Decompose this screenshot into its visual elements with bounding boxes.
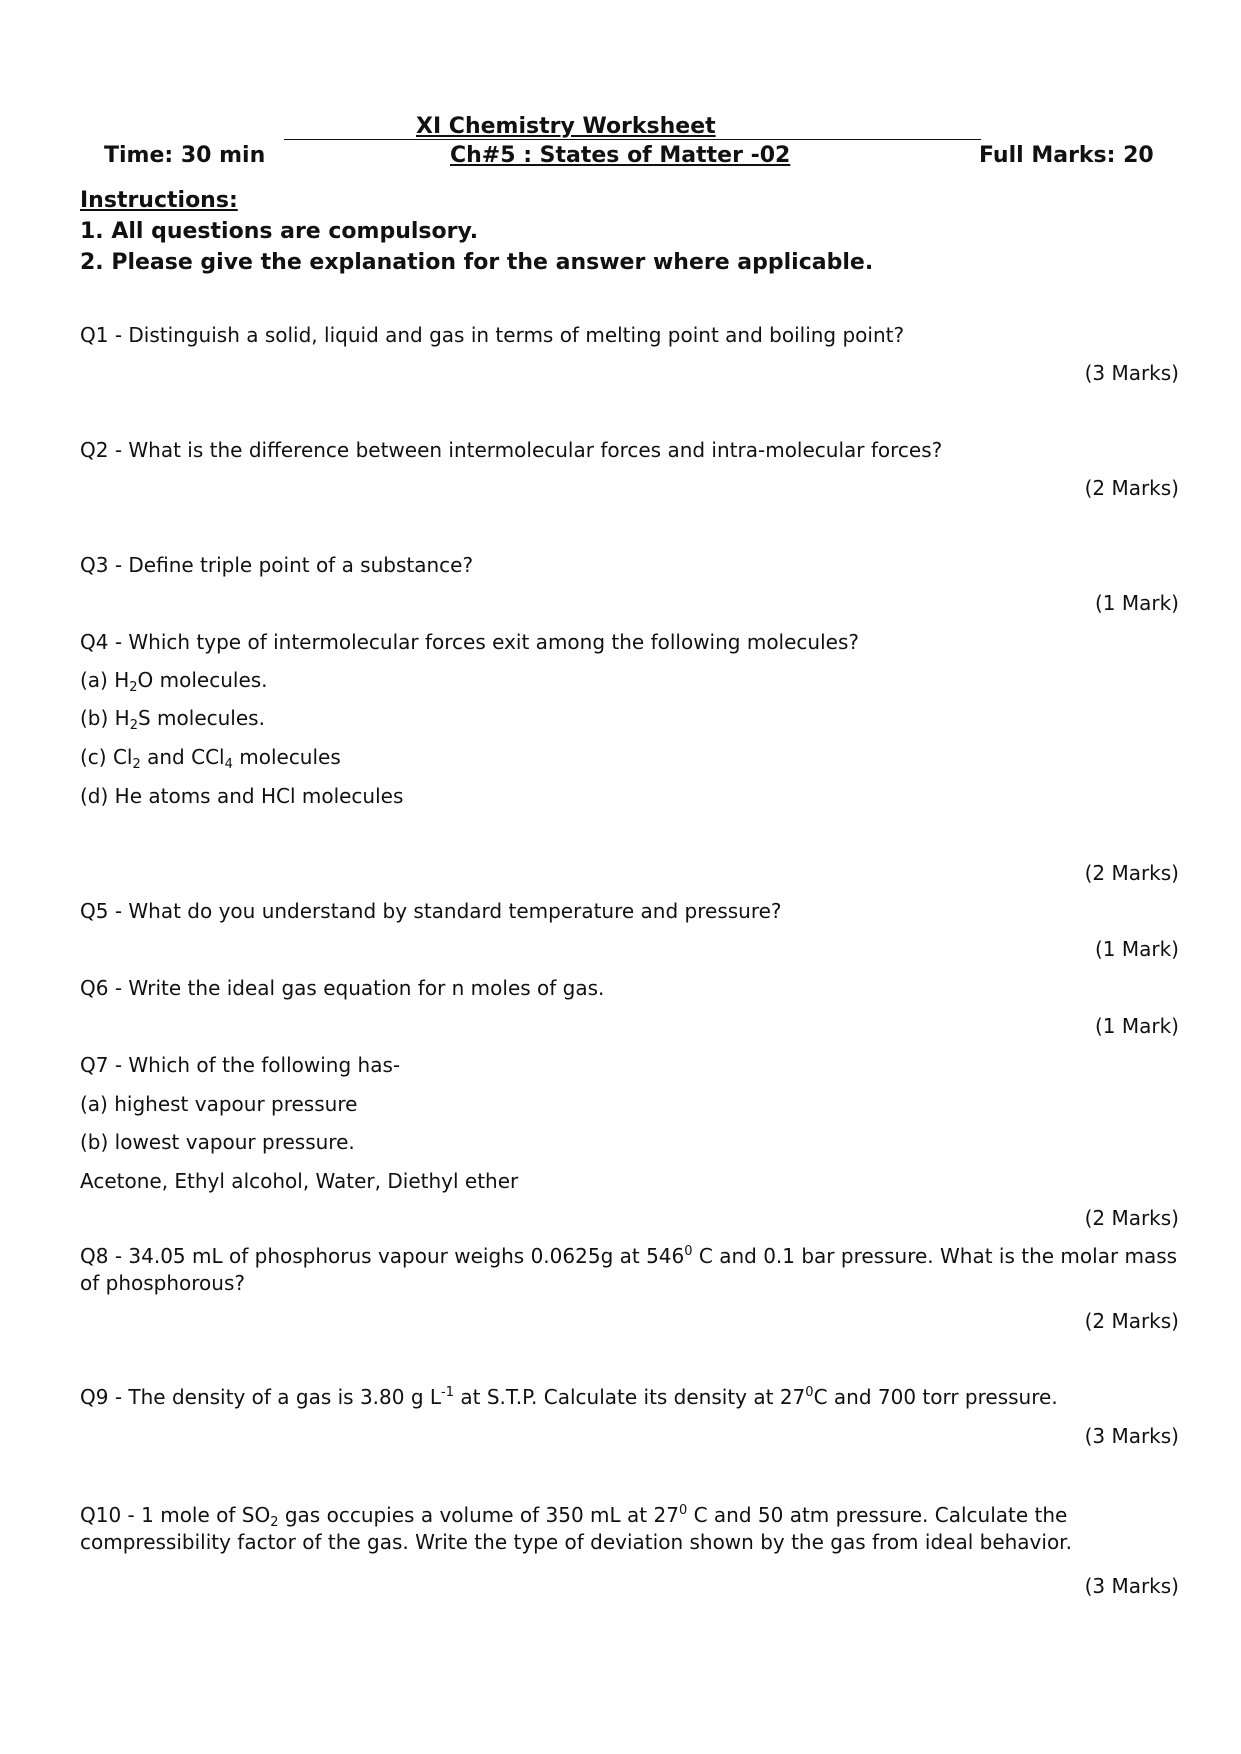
question-6: Q6 - Write the ideal gas equation for n moles of gas. bbox=[80, 976, 605, 1000]
instruction-item: 2. Please give the explanation for the answer where applicable. bbox=[80, 250, 874, 275]
marks-label: (2 Marks) bbox=[1084, 1309, 1179, 1333]
question-1: Q1 - Distinguish a solid, liquid and gas in terms of melting point and boiling point? bbox=[80, 323, 905, 347]
marks-label: (2 Marks) bbox=[1084, 861, 1179, 885]
title-underline-rule bbox=[284, 139, 981, 140]
question-4-option-a: (a) $H_2O$ molecules. bbox=[80, 668, 268, 695]
full-marks-label: Full Marks: 20 bbox=[979, 143, 1154, 168]
question-3: Q3 - Define triple point of a substance? bbox=[80, 553, 474, 577]
question-5: Q5 - What do you understand by standard temperature and pressure? bbox=[80, 899, 782, 923]
question-8: Q8 - 34.05 mL of phosphorus vapour weighs 0.0625g at $546^0$ C and 0.1 bar pressure. What is the molar mass of phosphorous? bbox=[80, 1244, 1178, 1295]
question-4: Q4 - Which type of intermolecular forces exit among the following molecules? bbox=[80, 630, 859, 654]
question-4-option-b: (b) $H_2S$ molecules. bbox=[80, 706, 265, 733]
marks-label: (3 Marks) bbox=[1084, 1574, 1179, 1598]
question-4-option-c: (c) $Cl_2$ and CCl$_4$ molecules bbox=[80, 745, 341, 772]
marks-label: (2 Marks) bbox=[1084, 476, 1179, 500]
marks-label: (3 Marks) bbox=[1084, 1424, 1179, 1448]
marks-label: (2 Marks) bbox=[1084, 1206, 1179, 1230]
marks-label: (1 Mark) bbox=[1094, 1014, 1179, 1038]
question-7-option-a: (a) highest vapour pressure bbox=[80, 1092, 358, 1116]
question-7: Q7 - Which of the following has- bbox=[80, 1053, 401, 1077]
marks-label: (1 Mark) bbox=[1094, 937, 1179, 961]
marks-label: (3 Marks) bbox=[1084, 361, 1179, 385]
question-7-option-b: (b) lowest vapour pressure. bbox=[80, 1130, 355, 1154]
instructions-heading: Instructions: bbox=[80, 188, 238, 213]
instruction-item: 1. All questions are compulsory. bbox=[80, 219, 479, 244]
question-2: Q2 - What is the difference between intermolecular forces and intra-molecular forces? bbox=[80, 438, 943, 462]
marks-label: (1 Mark) bbox=[1094, 591, 1179, 615]
question-10: Q10 - 1 mole of $SO_2$ gas occupies a volume of 350 mL at $27^0$ C and 50 atm pressure. Calculate the compressibility factor of the gas. Write the type of deviation shown by the gas from ideal behavior. bbox=[80, 1503, 1072, 1554]
question-4-option-d: (d) He atoms and HCl molecules bbox=[80, 784, 404, 808]
worksheet-title: XI Chemistry Worksheet bbox=[416, 114, 716, 139]
question-7-substance-list: Acetone, Ethyl alcohol, Water, Diethyl ether bbox=[80, 1169, 519, 1193]
chapter-title: Ch#5 : States of Matter -02 bbox=[450, 143, 791, 168]
question-9: Q9 - The density of a gas is 3.80 g $L^{-1}$ at S.T.P. Calculate its density at $27^0C$ and 700 torr pressure. bbox=[80, 1385, 1058, 1409]
time-label: Time: 30 min bbox=[104, 143, 266, 168]
